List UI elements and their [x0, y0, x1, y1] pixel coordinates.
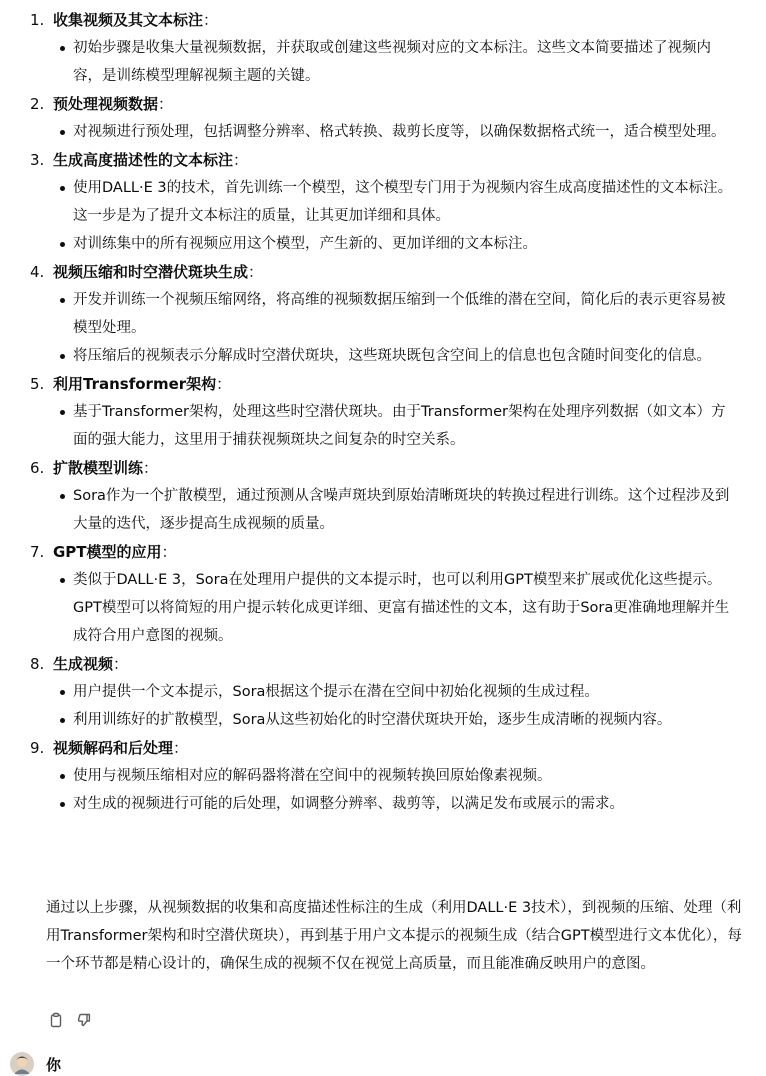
step-item [0, 258, 766, 370]
step-title [53, 258, 263, 286]
avatar [10, 1052, 34, 1076]
step-title [53, 90, 173, 118]
step-title-colon: ： [161, 543, 177, 561]
step-title [53, 538, 177, 566]
bullet-list [0, 482, 766, 538]
dislike-button[interactable] [74, 1012, 94, 1032]
step-title-text: 利用Transformer架构 [53, 375, 217, 393]
bullet-dot [60, 774, 65, 779]
step-item [0, 538, 766, 650]
step-heading [0, 6, 766, 34]
bullet-text: 用户提供一个文本提示，Sora根据这个提示在潜在空间中初始化视频的生成过程。 [73, 684, 599, 700]
step-title-colon: ： [248, 263, 264, 281]
bullet-item [0, 34, 766, 90]
step-item [0, 734, 766, 818]
bullet-dot [60, 578, 65, 583]
bullet-text: 对训练集中的所有视频应用这个模型，产生新的、更加详细的文本标注。 [73, 236, 537, 252]
step-title-text: 视频解码和后处理 [53, 739, 174, 757]
step-title-colon: ： [203, 11, 219, 29]
summary-paragraph: 通过以上步骤，从视频数据的收集和高度描述性标注的生成（利用DALL·E 3技术），到视频的压缩、处理（利用Transformer架构和时空潜伏斑块），再到基于用户文本提示的视频生成（结合GPT模型进行文本优化），每一个环节都是精心设计的，确保生成的视频不仅在视觉上高质量，而且能准确反映用户的意图。 [46, 900, 742, 972]
step-title [53, 650, 128, 678]
step-heading [0, 370, 766, 398]
step-number: 8. [30, 655, 45, 673]
step-number: 6. [30, 459, 45, 477]
bullet-dot [60, 718, 65, 723]
bullet-list [0, 398, 766, 454]
bullet-item [0, 174, 766, 230]
step-number: 1. [30, 11, 45, 29]
bullet-item [0, 678, 766, 706]
step-number: 7. [30, 543, 45, 561]
bullet-text: 开发并训练一个视频压缩网络，将高维的视频数据压缩到一个低维的潜在空间，简化后的表示更容易被模型处理。 [73, 292, 726, 336]
step-title-colon: ： [216, 375, 232, 393]
bullet-text: 使用与视频压缩相对应的解码器将潜在空间中的视频转换回原始像素视频。 [73, 768, 552, 784]
step-title-text: 视频压缩和时空潜伏斑块生成 [53, 263, 249, 281]
bullet-item [0, 286, 766, 342]
step-number: 4. [30, 263, 45, 281]
bullet-text: 类似于DALL·E 3，Sora在处理用户提供的文本提示时，也可以利用GPT模型来扩展或优化这些提示。GPT模型可以将简短的用户提示转化成更详细、更富有描述性的文本，这有助于Sora更准确地理解并生成符合用户意图的视频。 [73, 572, 730, 644]
bullet-list [0, 762, 766, 818]
step-title [53, 146, 248, 174]
step-title-text: 扩散模型训练 [53, 459, 144, 477]
step-number: 2. [30, 95, 45, 113]
clipboard-icon [48, 1012, 64, 1032]
bullet-text: 利用训练好的扩散模型，Sora从这些初始化的时空潜伏斑块开始，逐步生成清晰的视频内容。 [73, 712, 672, 728]
step-item [0, 6, 766, 90]
bullet-item [0, 762, 766, 790]
step-number: 9. [30, 739, 45, 757]
step-title [53, 454, 158, 482]
step-item [0, 90, 766, 146]
bullet-list [0, 286, 766, 370]
bullet-item [0, 398, 766, 454]
step-heading [0, 734, 766, 762]
bullet-text: 将压缩后的视频表示分解成时空潜伏斑块，这些斑块既包含空间上的信息也包含随时间变化的信息。 [73, 348, 711, 364]
bullet-list [0, 678, 766, 734]
bullet-dot [60, 354, 65, 359]
step-item [0, 454, 766, 538]
bullet-item [0, 482, 766, 538]
step-item [0, 146, 766, 258]
bullet-dot [60, 690, 65, 695]
bullet-item [0, 706, 766, 734]
user-name: 你 [46, 1055, 62, 1074]
step-heading [0, 538, 766, 566]
bullet-item [0, 230, 766, 258]
bullet-item [0, 790, 766, 818]
bullet-dot [60, 494, 65, 499]
step-title [53, 6, 218, 34]
step-number: 3. [30, 151, 45, 169]
step-heading [0, 454, 766, 482]
step-item [0, 370, 766, 454]
bullet-dot [60, 46, 65, 51]
bullet-item [0, 118, 766, 146]
bullet-text: 使用DALL·E 3的技术，首先训练一个模型，这个模型专门用于为视频内容生成高度描述性的文本标注。这一步是为了提升文本标注的质量，让其更加详细和具体。 [73, 180, 733, 224]
bullet-item [0, 342, 766, 370]
step-title-text: 生成视频 [53, 655, 114, 673]
bullet-dot [60, 130, 65, 135]
step-title [53, 370, 231, 398]
bullet-text: 对视频进行预处理，包括调整分辨率、格式转换、裁剪长度等，以确保数据格式统一，适合模型处理。 [73, 124, 726, 140]
bullet-text: Sora作为一个扩散模型，通过预测从含噪声斑块到原始清晰斑块的转换过程进行训练。这个过程涉及到大量的迭代，逐步提高生成视频的质量。 [73, 488, 730, 532]
bullet-list [0, 566, 766, 650]
bullet-dot [60, 802, 65, 807]
bullet-dot [60, 186, 65, 191]
steps-list [0, 6, 766, 818]
bullet-list [0, 174, 766, 258]
bullet-text: 对生成的视频进行可能的后处理，如调整分辨率、裁剪等，以满足发布或展示的需求。 [73, 796, 624, 812]
user-message-header [10, 1052, 61, 1076]
bullet-dot [60, 410, 65, 415]
step-heading [0, 146, 766, 174]
step-title-text: 收集视频及其文本标注 [53, 11, 204, 29]
step-title-colon: ： [143, 459, 159, 477]
bullet-text: 初始步骤是收集大量视频数据，并获取或创建这些视频对应的文本标注。这些文本简要描述了视频内容，是训练模型理解视频主题的关键。 [73, 40, 711, 84]
thumbs-down-icon [76, 1012, 92, 1032]
copy-button[interactable] [46, 1012, 66, 1032]
step-heading [0, 650, 766, 678]
bullet-list [0, 118, 766, 146]
bullet-text: 基于Transformer架构，处理这些时空潜伏斑块。由于Transformer架构在处理序列数据（如文本）方面的强大能力，这里用于捕获视频斑块之间复杂的时空关系。 [73, 404, 726, 448]
step-heading [0, 258, 766, 286]
step-heading [0, 90, 766, 118]
bullet-dot [60, 242, 65, 247]
step-title-colon: ： [233, 151, 249, 169]
step-title-colon: ： [173, 739, 189, 757]
step-title-text: 生成高度描述性的文本标注 [53, 151, 234, 169]
message-actions [46, 1012, 94, 1032]
bullet-dot [60, 298, 65, 303]
bullet-list [0, 34, 766, 90]
step-item [0, 650, 766, 734]
bullet-item [0, 566, 766, 650]
step-title [53, 734, 188, 762]
step-title-text: GPT模型的应用 [53, 543, 162, 561]
step-title-text: 预处理视频数据 [53, 95, 159, 113]
step-title-colon: ： [158, 95, 174, 113]
step-title-colon: ： [113, 655, 129, 673]
step-number: 5. [30, 375, 45, 393]
